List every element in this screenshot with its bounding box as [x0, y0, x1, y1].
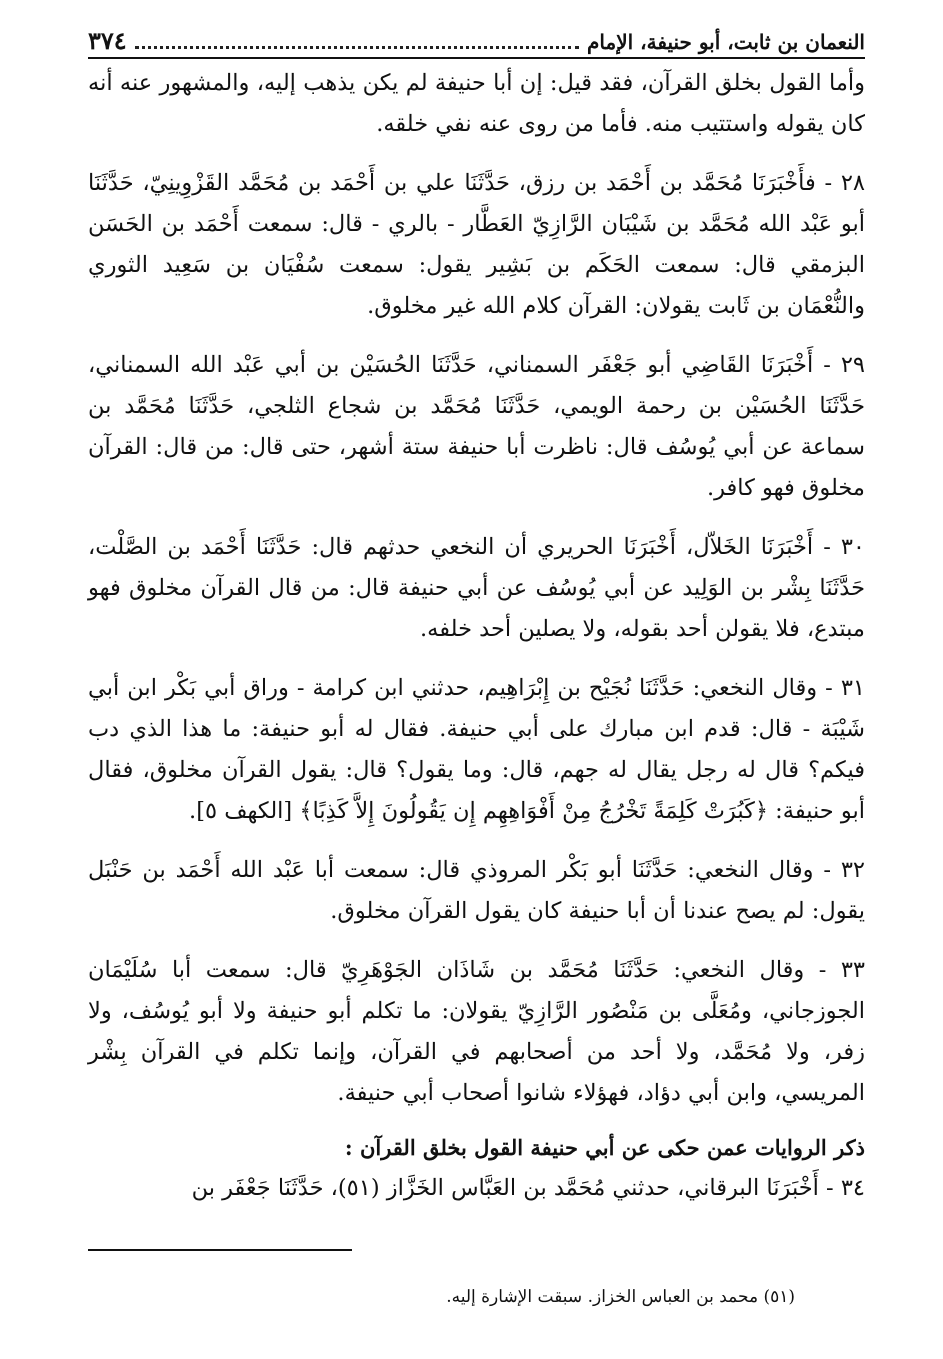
page-number: ٣٧٤ — [88, 26, 127, 55]
paragraph-31: ٣١ - وقال النخعي: حَدَّثَنَا نُجَيْح بن إِبْرَاهِيم، حدثني ابن كرامة - وراق أبي بَكْر ابن أبي شَيْبَة - قال: قدم ابن مبارك على أبي حنيفة. فقال له أبو حنيفة: ما هذا الذي دب فيكم؟ قال له رجل يقال له جهم، قال: وما يقول؟ قال: يقول القرآن مخلوق، فقال أبو حنيفة: ﴿كَبُرَتْ كَلِمَةً تَخْرُجُ مِنْ أَفْوَاهِهِم إِن يَقُولُونَ إِلاَّ كَذِبًا﴾ [الكهف ٥]. — [88, 675, 865, 824]
paragraph-28: ٢٨ - فأَخْبَرَنَا مُحَمَّد بن أَحْمَد بن رزق، حَدَّثَنَا علي بن أَحْمَد بن مُحَمَّد القَزْوِينِيّ، حَدَّثَنَا أبو عَبْد الله مُحَمَّد بن شَيْبَان الرَّازِيّ العَطَّار - بالري - قال: سمعت أَحْمَد بن الحَسَن البزمقي قال: سمعت الحَكَم بن بَشِير يقول: سمعت سُفْيَان بن سَعِيد الثوري والنُّعْمَان بن ثَابت يقولان: القرآن كلام الله غير مخلوق. — [88, 170, 865, 319]
header-dot-leader — [135, 45, 579, 49]
footnote-51: (٥١) محمد بن العباس الخزاز. سبقت الإشارة إليه. — [446, 1287, 795, 1307]
paragraph-30: ٣٠ - أَخْبَرَنَا الخَلاّل، أَخْبَرَنَا الحريري أن النخعي حدثهم قال: حَدَّثَنَا أَحْمَد بن الصَّلْت، حَدَّثَنَا بِشْر بن الوَلِيد عن أبي يُوسُف عن أبي حنيفة قال: من قال القرآن مخلوق فهو مبتدع، فلا يقولن أحد بقوله، ولا يصلين أحد خلفه. — [88, 534, 865, 642]
section-heading: ذكر الروايات عمن حكى عن أبي حنيفة القول بخلق القرآن : — [344, 1135, 865, 1160]
paragraph-intro: وأما القول بخلق القرآن، فقد قيل: إن أبا حنيفة لم يكن يذهب إليه، والمشهور عنه أنه كان يقوله واستتيب منه. فأما من روى عنه نفي خلقه. — [88, 70, 865, 137]
paragraph-34: ٣٤ - أَخْبَرَنَا البرقاني، حدثني مُحَمَّد بن العَبَّاس الخَزَّاز (٥١)، حَدَّثَنَا جَعْفَر بن — [191, 1175, 865, 1201]
paragraph-32: ٣٢ - وقال النخعي: حَدَّثَنَا أبو بَكْر المروذي قال: سمعت أبا عَبْد الله أَحْمَد بن حَنْبَل يقول: لم يصح عندنا أن أبا حنيفة كان يقول القرآن مخلوق. — [88, 857, 865, 924]
paragraph-29: ٢٩ - أَخْبَرَنَا القَاضِي أبو جَعْفَر السمناني، حَدَّثَنَا الحُسَيْن بن أبي عَبْد الله السمناني، حَدَّثَنَا الحُسَيْن بن رحمة الويمي، حَدَّثَنَا مُحَمَّد بن شجاع الثلجي، حَدَّثَنَا مُحَمَّد بن سماعة عن أبي يُوسُف قال: ناظرت أبا حنيفة ستة أشهر، حتى قال: من قال: القرآن مخلوق فهو كافر. — [88, 352, 865, 501]
paragraph-33: ٣٣ - وقال النخعي: حَدَّثَنَا مُحَمَّد بن شَاذَان الجَوْهَرِيّ قال: سمعت أبا سُلَيْمَان الجوزجاني، ومُعَلَّى بن مَنْصُور الرَّازِيّ يقولان: ما تكلم أبو حنيفة ولا أبو يُوسُف، ولا زفر، ولا مُحَمَّد، ولا أحد من أصحابهم في القرآن، وإنما تكلم في القرآن بِشْر المريسي، وابن أبي دؤاد، فهؤلاء شانوا أصحاب أبي حنيفة. — [88, 957, 865, 1106]
footnote-divider — [88, 1249, 352, 1251]
running-title: النعمان بن ثابت، أبو حنيفة، الإمام — [587, 30, 865, 54]
page-header — [88, 26, 865, 59]
